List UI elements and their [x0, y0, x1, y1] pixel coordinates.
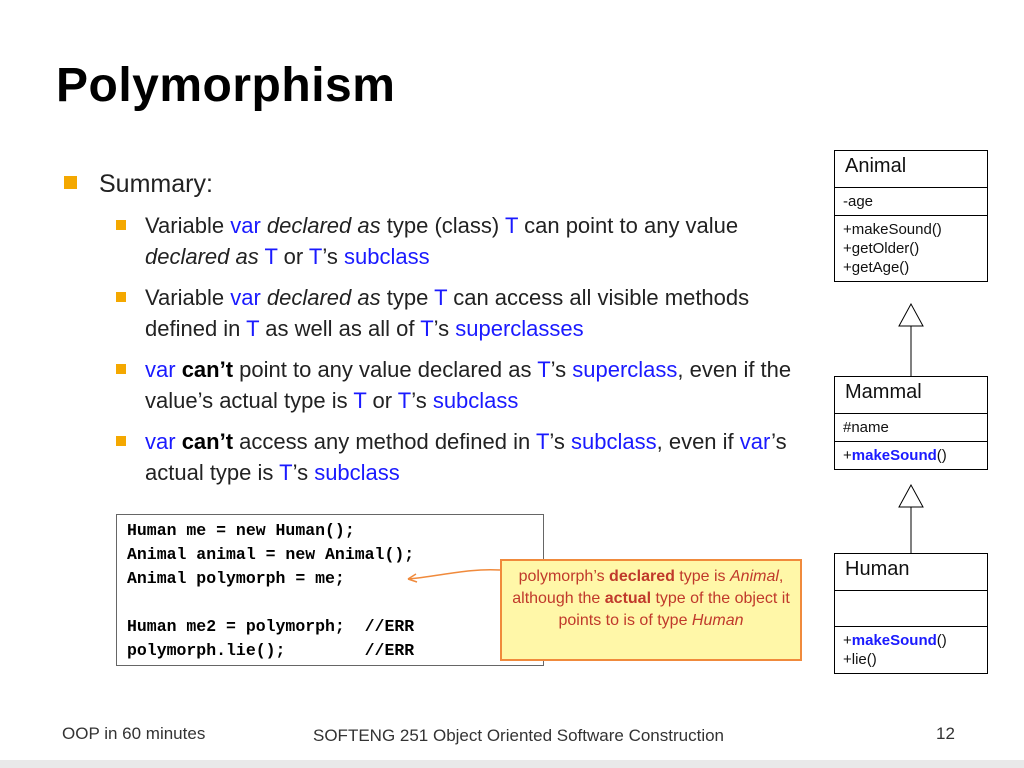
bullet-text: Variable var declared as type T can access all visible methods defined in T as well as all of T’s superclasses: [145, 285, 750, 341]
uml-fields: [835, 591, 987, 627]
bullet-square-icon: [64, 176, 77, 189]
uml-class-human: [834, 553, 988, 674]
callout-note: polymorph’s declared type is Animal, although the actual type of the object it points to is of type Human: [500, 559, 802, 661]
sub-bullet-4: [116, 426, 796, 488]
uml-class-mammal: [834, 376, 988, 470]
summary-bullet: [64, 170, 213, 199]
bullet-text: var can’t point to any value declared as T’s superclass, even if the value’s actual type is T or T’s subclass: [145, 357, 792, 413]
code-line: Human me2 = polymorph; //ERR: [127, 617, 415, 636]
uml-class-name: Animal: [835, 151, 987, 188]
uml-fields: -age: [835, 188, 987, 216]
code-block: [116, 514, 544, 666]
bullet-text: Variable var declared as type (class) T can point to any value declared as T or T’s subclass: [145, 213, 739, 269]
uml-methods: +makeSound(): [843, 447, 947, 464]
summary-label: Summary:: [99, 170, 213, 198]
code-line: Animal polymorph = me;: [127, 569, 345, 588]
slide-title: Polymorphism: [56, 59, 396, 112]
inheritance-arrow-mammal-animal: [895, 302, 927, 378]
code-line: Human me = new Human();: [127, 521, 355, 540]
code-line: [127, 591, 533, 615]
sub-bullet-3: [116, 354, 796, 416]
uml-class-name: Human: [835, 554, 987, 591]
uml-methods: +makeSound() +getOlder() +getAge(): [843, 221, 942, 276]
bullet-square-icon: [116, 220, 126, 230]
uml-class-name: Mammal: [835, 377, 987, 414]
inheritance-arrow-human-mammal: [895, 483, 927, 555]
page-number: 12: [936, 724, 955, 743]
uml-methods: +makeSound() +lie(): [843, 632, 947, 668]
bullet-square-icon: [116, 364, 126, 374]
callout-arrow: [400, 560, 510, 590]
bullet-text: var can’t access any method defined in T’s subclass, even if var’s actual type is T’s subclass: [145, 429, 787, 485]
bullet-square-icon: [116, 436, 126, 446]
code-line: Animal animal = new Animal();: [127, 545, 415, 564]
footer-center: SOFTENG 251 Object Oriented Software Construction: [313, 726, 725, 745]
sub-bullet-1: [116, 210, 796, 272]
footer-left: OOP in 60 minutes: [62, 724, 206, 743]
code-line: polymorph.lie(); //ERR: [127, 641, 415, 660]
footer-bar: [0, 760, 1024, 768]
uml-class-animal: [834, 150, 988, 282]
uml-fields: #name: [835, 414, 987, 442]
bullet-square-icon: [116, 292, 126, 302]
sub-bullet-2: [116, 282, 796, 344]
